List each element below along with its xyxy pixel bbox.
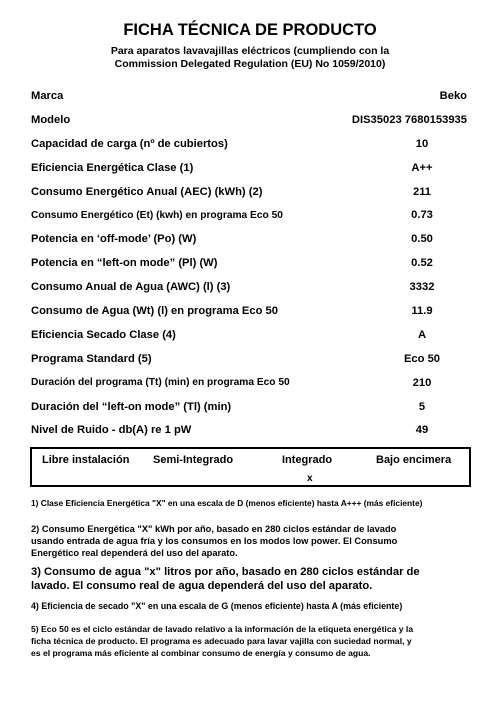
spec-label: Duración del “left-on mode” (Tl) (min): [31, 400, 232, 413]
spec-value: Beko: [439, 89, 467, 102]
spec-label: Marca: [31, 89, 64, 102]
spec-label: Consumo de Agua (Wt) (l) en programa Eco 50: [31, 304, 278, 317]
subtitle-line: Para aparatos lavavajillas eléctricos (cumpliendo con la: [110, 45, 390, 57]
spec-label: Consumo Anual de Agua (AWC) (l) (3): [31, 281, 231, 294]
spec-value: 210: [412, 376, 432, 389]
installation-option-bajo-encimera: Bajo encimera: [376, 454, 452, 466]
footnote-line: lavado. El consumo real de agua dependerá del uso del aparato.: [31, 580, 373, 592]
spec-row-duracion-left-on: [31, 395, 471, 419]
spec-label: Programa Standard (5): [31, 352, 152, 365]
footnote-line: ficha técnica de producto. El programa es adecuado para lavar vajilla con suciedad normal, y: [31, 636, 412, 646]
spec-row-off-mode: [31, 227, 471, 251]
spec-label: Eficiencia Energética Clase (1): [31, 161, 194, 174]
spec-value: DIS35023 7680153935: [351, 113, 467, 126]
spec-value: 5: [418, 400, 426, 413]
footnote-line: 4) Eficiencia de secado "X" en una escala de G (menos eficiente) hasta A (más eficiente): [31, 601, 403, 611]
spec-value: 0.73: [411, 209, 433, 222]
footnote-line: 2) Consumo Energética "X" kWh por año, basado en 280 ciclos estándar de lavado: [31, 524, 397, 534]
footnote-4: [31, 601, 473, 611]
footnote-line: usando entrada de agua fría y los consumos en los modos low power. El Consumo: [31, 536, 398, 546]
spec-row-capacidad: [31, 132, 471, 156]
spec-value: Eco 50: [403, 352, 441, 365]
spec-value: 11.9: [411, 304, 433, 317]
installation-option-semi-integrado: Semi-Integrado: [153, 454, 234, 466]
installation-type-box: [30, 447, 471, 487]
footnote-line: 3) Consumo de agua "x" litros por año, basado en 280 ciclos estándar de: [31, 566, 420, 578]
footnote-3: [31, 565, 473, 593]
spec-row-ruido: [31, 418, 471, 442]
spec-value: A++: [411, 161, 433, 174]
spec-label: Modelo: [31, 113, 71, 126]
spec-label: Nivel de Ruido - db(A) re 1 pW: [31, 424, 192, 437]
installation-option-integrado: Integrado: [282, 454, 333, 466]
spec-row-eficiencia-energetica: [31, 156, 471, 180]
spec-label: Consumo Energético (Et) (kwh) en programa Eco 50: [31, 209, 283, 221]
spec-value: A: [417, 328, 427, 341]
footnote-line: 1) Clase Eficiencia Energética "X" en una escala de D (menos eficiente) hasta A+++ (más eficiente): [31, 498, 423, 508]
spec-label: Consumo Energético Anual (AEC) (kWh) (2): [31, 185, 263, 198]
spec-row-awc: [31, 275, 471, 299]
footnote-5: [31, 623, 473, 659]
spec-row-modelo: [31, 108, 471, 132]
installation-option-libre: Libre instalación: [42, 454, 130, 466]
spec-value: 0.50: [411, 233, 433, 246]
footnote-line: es el programa más eficiente al combinar consumo de energía y consumo de agua.: [31, 648, 371, 658]
spec-row-left-on-mode: [31, 251, 471, 275]
footnote-line: 5) Eco 50 es el ciclo estándar de lavado relativo a la información de la etiqueta energética y la: [31, 624, 414, 634]
spec-value: 3332: [409, 281, 435, 294]
spec-value: 211: [412, 185, 432, 198]
page-title: FICHA TÉCNICA DE PRODUCTO: [123, 21, 377, 39]
spec-label: Duración del programa (Tt) (min) en programa Eco 50: [31, 377, 290, 389]
spec-row-duracion: [31, 371, 471, 395]
spec-row-et: [31, 203, 471, 227]
spec-label: Capacidad de carga (nº de cubiertos): [31, 137, 228, 150]
footnote-1: [31, 498, 473, 508]
spec-row-marca: [31, 84, 471, 108]
spec-row-aec: [31, 180, 471, 204]
spec-value: 10: [415, 137, 429, 150]
installation-selected-mark: x: [307, 473, 313, 484]
page-subtitle: [0, 45, 500, 71]
spec-row-programa: [31, 347, 471, 371]
spec-value: 0.52: [411, 257, 433, 270]
spec-label: Potencia en ‘off-mode’ (Po) (W): [31, 233, 197, 246]
footnote-line: Energético real dependerá del uso del aparato.: [31, 548, 238, 558]
spec-row-secado: [31, 323, 471, 347]
spec-label: Potencia en “left-on mode” (Pl) (W): [31, 257, 218, 270]
subtitle-line: Commission Delegated Regulation (EU) No 1059/2010): [114, 58, 386, 70]
spec-label: Eficiencia Secado Clase (4): [31, 328, 176, 341]
spec-value: 49: [415, 424, 429, 437]
spec-table: [31, 84, 471, 442]
footnote-2: [31, 523, 473, 559]
spec-row-wt: [31, 299, 471, 323]
